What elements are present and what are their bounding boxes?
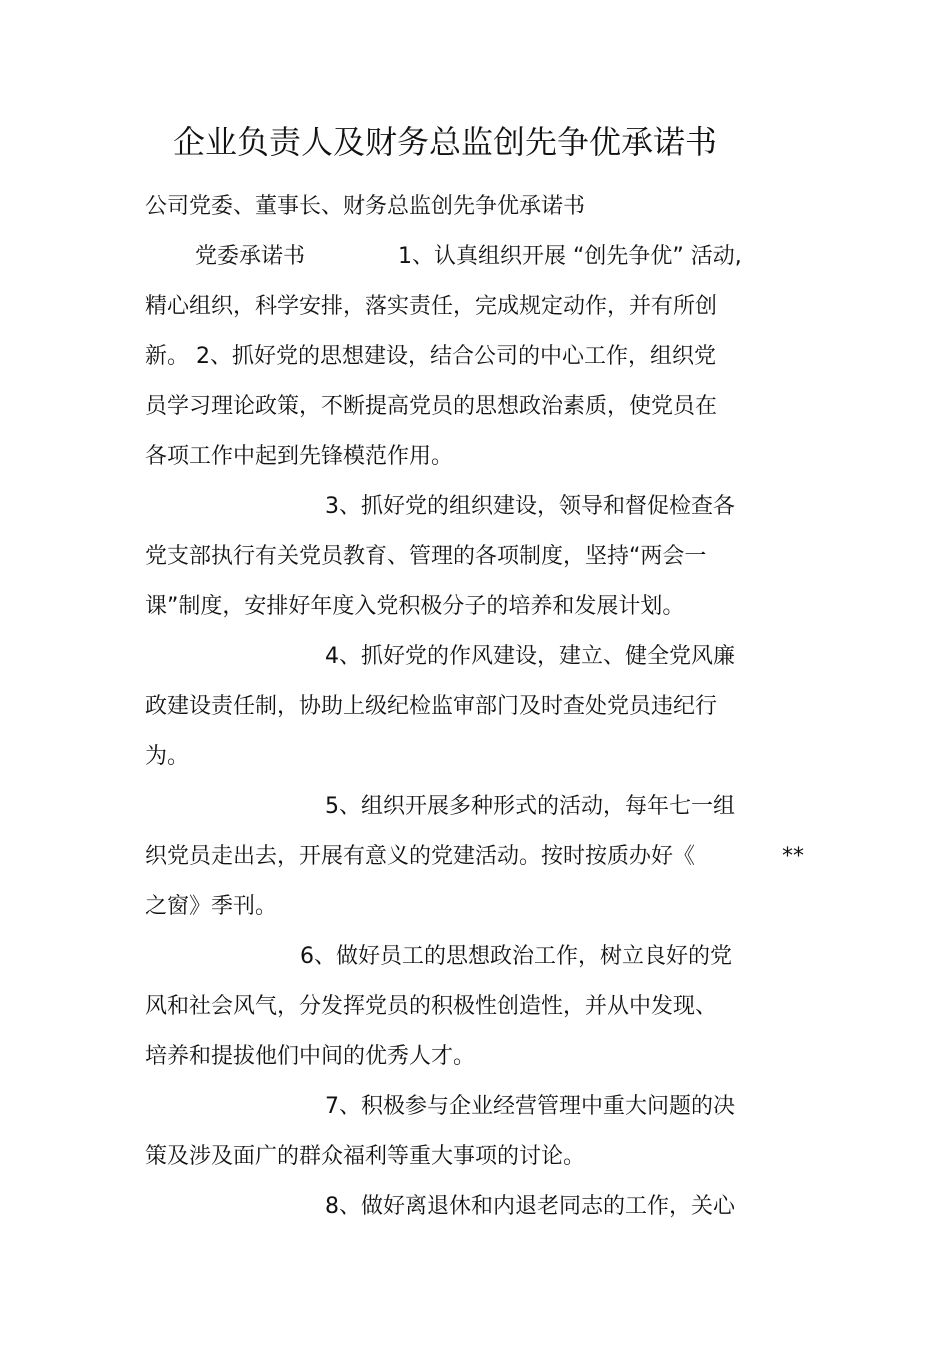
item-2-line-2: 员学习理论政策，不断提高党员的思想政治素质，使党员在: [145, 394, 718, 419]
item-1-line-2: 精心组织，科学安排，落实责任，完成规定动作，并有所创: [145, 294, 718, 319]
item-6-line-1: 6、做好员工的思想政治工作，树立良好的党: [300, 944, 732, 969]
item-1-line-1: 1、认真组织开展 “创先争优” 活动,: [398, 244, 742, 269]
item-5-line-1: 5、组织开展多种形式的活动，每年七一组: [325, 794, 735, 819]
item-7-line-1: 7、积极参与企业经营管理中重大问题的决: [325, 1094, 735, 1119]
item-6-line-3: 培养和提拔他们中间的优秀人才。: [145, 1044, 476, 1069]
item-7-line-2: 策及涉及面广的群众福利等重大事项的讨论。: [145, 1144, 586, 1169]
item-2-line-3: 各项工作中起到先锋模范作用。: [145, 444, 454, 469]
document-subtitle: 公司党委、董事长、财务总监创先争优承诺书: [145, 194, 586, 219]
document-title: 企业负责人及财务总监创先争优承诺书: [172, 123, 717, 161]
item-4-line-1: 4、抓好党的作风建设，建立、健全党风廉: [325, 644, 735, 669]
item-5-line-3: 之窗》季刊。: [145, 894, 278, 919]
item-3-line-2: 党支部执行有关党员教育、管理的各项制度，坚持“两会一: [145, 544, 707, 569]
item-5-mask: **: [782, 844, 804, 869]
item-5-line-2: 织党员走出去，开展有意义的党建活动。按时按质办好《: [145, 844, 696, 869]
item-1-line-3: 新。 2、抓好党的思想建设，结合公司的中心工作，组织党: [145, 344, 716, 369]
item-3-line-1: 3、抓好党的组织建设，领导和督促检查各: [325, 494, 735, 519]
item-8-line-1: 8、做好离退休和内退老同志的工作，关心: [325, 1194, 735, 1219]
item-4-line-3: 为。: [145, 744, 190, 769]
section-label: 党委承诺书: [195, 244, 306, 269]
item-6-line-2: 风和社会风气，分发挥党员的积极性创造性，并从中发现、: [145, 994, 718, 1019]
item-3-line-3: 课”制度，安排好年度入党积极分子的培养和发展计划。: [145, 594, 685, 619]
item-4-line-2: 政建设责任制，协助上级纪检监审部门及时查处党员违纪行: [145, 694, 718, 719]
